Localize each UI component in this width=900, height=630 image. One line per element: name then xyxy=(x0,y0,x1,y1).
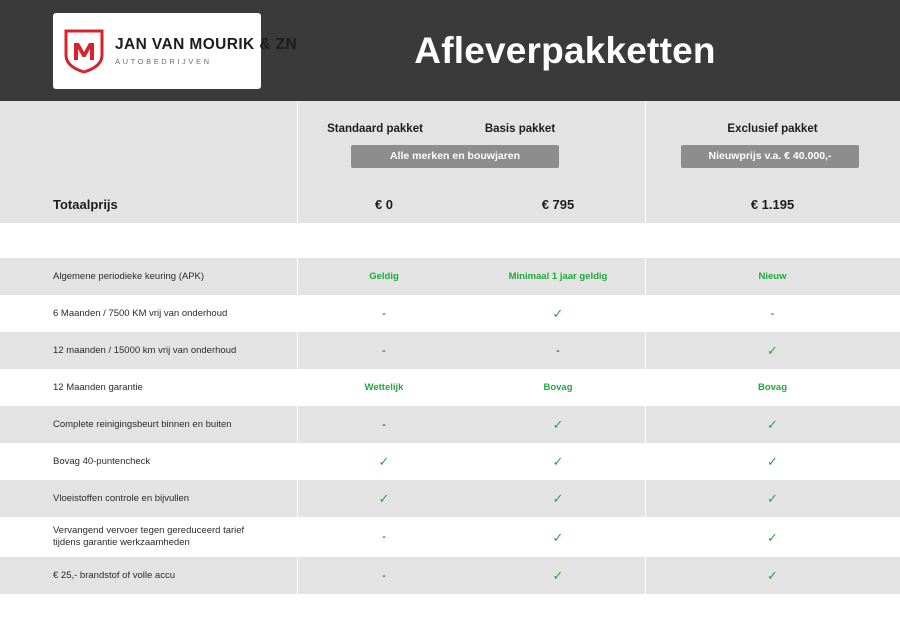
cell-value: - xyxy=(382,344,386,357)
table-row xyxy=(0,332,900,369)
cell-standaard xyxy=(297,517,471,557)
check-icon: ✓ xyxy=(767,417,778,432)
table-row-totaalprijs xyxy=(0,185,900,225)
cell-standaard xyxy=(297,406,471,443)
cell-exclusief xyxy=(645,517,900,557)
cell-standaard xyxy=(297,443,471,480)
total-standaard: € 0 xyxy=(374,196,394,212)
check-icon: ✓ xyxy=(552,568,564,583)
check-icon: ✓ xyxy=(767,454,778,469)
cell-exclusief xyxy=(645,332,900,369)
total-basis: € 795 xyxy=(541,196,575,212)
badge-alle-merken: Alle merken en bouwjaren xyxy=(351,145,559,168)
cell-exclusief xyxy=(645,406,900,443)
table-row xyxy=(0,369,900,406)
check-icon: ✓ xyxy=(552,454,564,469)
cell-basis xyxy=(471,406,645,443)
cell-value: Bovag xyxy=(543,382,573,393)
table-row xyxy=(0,406,900,443)
cell-exclusief xyxy=(645,258,900,295)
cell-standaard xyxy=(297,557,471,594)
cell-exclusief xyxy=(645,480,900,517)
cell-value: - xyxy=(770,307,775,320)
logo-company-subtitle: AUTOBEDRIJVEN xyxy=(115,57,212,66)
cell-basis xyxy=(471,443,645,480)
column-header-exclusief: Exclusief pakket xyxy=(727,123,818,135)
column-header-basis: Basis pakket xyxy=(484,123,556,135)
table-header-band xyxy=(0,101,900,185)
check-icon: ✓ xyxy=(767,529,778,545)
row-label: Complete reinigingsbeurt binnen en buiten xyxy=(53,419,232,430)
table-row xyxy=(0,443,900,480)
cell-value: Nieuw xyxy=(758,271,787,282)
logo-company-name: JAN VAN MOURIK & ZN xyxy=(115,36,298,53)
check-icon: ✓ xyxy=(767,491,778,506)
cell-value: Bovag xyxy=(757,382,788,393)
column-divider-1 xyxy=(297,101,298,630)
cell-basis xyxy=(471,258,645,295)
badge-nieuwprijs: Nieuwprijs v.a. € 40.000,- xyxy=(681,145,859,168)
check-icon: ✓ xyxy=(767,343,778,358)
cell-basis xyxy=(471,557,645,594)
column-divider-2 xyxy=(645,101,646,630)
row-label-line1: Vervangend vervoer tegen gereduceerd tarief xyxy=(53,524,245,536)
cell-value: Geldig xyxy=(369,271,399,282)
check-icon: ✓ xyxy=(552,491,564,506)
check-icon: ✓ xyxy=(552,417,564,432)
check-icon: ✓ xyxy=(552,306,564,321)
cell-basis xyxy=(471,517,645,557)
cell-value: - xyxy=(382,531,386,543)
cell-exclusief xyxy=(645,369,900,406)
cell-value: - xyxy=(382,307,386,320)
table-row xyxy=(0,557,900,594)
row-label: 12 Maanden garantie xyxy=(53,382,143,393)
row-label: € 25,- brandstof of volle accu xyxy=(53,570,175,581)
cell-standaard xyxy=(297,332,471,369)
cell-basis xyxy=(471,369,645,406)
cell-value: Wettelijk xyxy=(364,382,404,393)
row-label xyxy=(0,517,297,557)
cell-value: - xyxy=(382,569,386,582)
table-spacer xyxy=(0,225,900,258)
row-label: Algemene periodieke keuring (APK) xyxy=(53,271,205,282)
cell-value: Minimaal 1 jaar geldig xyxy=(508,271,608,282)
cell-basis xyxy=(471,480,645,517)
cell-value: - xyxy=(382,418,386,431)
cell-value: - xyxy=(556,344,560,357)
row-label-multiline xyxy=(53,525,244,550)
row-label: Vloeistoffen controle en bijvullen xyxy=(53,493,190,504)
cell-standaard xyxy=(297,258,471,295)
table-row xyxy=(0,295,900,332)
check-icon: ✓ xyxy=(378,454,390,469)
cell-standaard xyxy=(297,369,471,406)
row-label: 6 Maanden / 7500 KM vrij van onderhoud xyxy=(53,308,228,319)
column-header-standaard: Standaard pakket xyxy=(327,123,423,135)
cell-exclusief xyxy=(645,295,900,332)
cell-exclusief xyxy=(645,557,900,594)
total-exclusief: € 1.195 xyxy=(750,196,795,212)
check-icon: ✓ xyxy=(767,568,778,583)
cell-basis xyxy=(471,295,645,332)
cell-standaard xyxy=(297,295,471,332)
table-footer-spacer xyxy=(0,594,900,630)
row-label: Bovag 40-puntencheck xyxy=(53,456,151,467)
check-icon: ✓ xyxy=(552,529,564,545)
row-label-line2: tijdens garantie werkzaamheden xyxy=(53,537,190,548)
table-row xyxy=(0,258,900,295)
page-title: Afleverpakketten xyxy=(414,29,716,71)
page-header xyxy=(0,0,900,101)
row-label: 12 maanden / 15000 km vrij van onderhoud xyxy=(53,345,237,356)
table-row xyxy=(0,480,900,517)
cell-standaard xyxy=(297,480,471,517)
packages-table xyxy=(0,101,900,630)
cell-basis xyxy=(471,332,645,369)
cell-exclusief xyxy=(645,443,900,480)
check-icon: ✓ xyxy=(378,491,390,506)
row-label-totaalprijs: Totaalprijs xyxy=(53,196,118,212)
table-row xyxy=(0,517,900,557)
